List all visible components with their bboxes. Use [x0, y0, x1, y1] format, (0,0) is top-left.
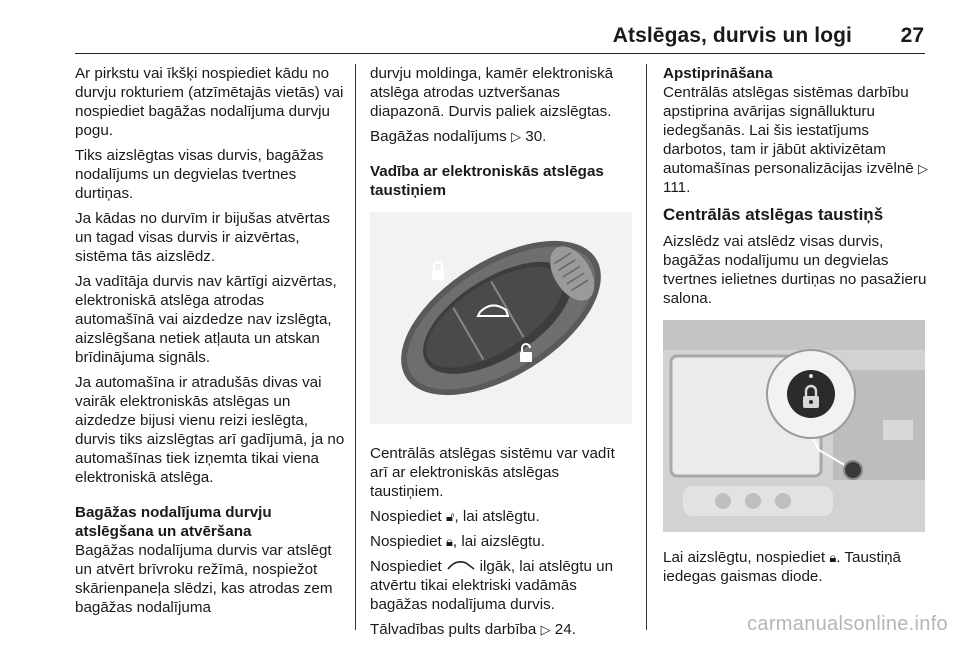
page-title: Atslēgas, durvis un logi — [612, 24, 852, 47]
ref-text: Bagāžas nodalījums — [370, 128, 507, 145]
paragraph: Ja vadītāja durvis nav kārtīgi aizvērtas, elektroniskā atslēga atrodas automašīnā vai aizdedze nav izslēgta, aizslēgšana netiek atļauta un atskan brīdinājuma signāls. — [75, 273, 337, 366]
paragraph — [663, 548, 933, 586]
column-divider — [355, 64, 356, 630]
page-number: 27 — [900, 24, 924, 47]
instruction-text: Nospiediet — [370, 558, 442, 575]
instruction-text: , lai atslēgtu. — [454, 508, 540, 525]
instruction-text: . Taustiņā iedegas gaismas diode. — [663, 549, 901, 585]
paragraph: Ar pirkstu vai īkšķi nospiediet kādu no durvju rokturiem (atzīmētajās vietās) vai nospiediet bagāžas nodalījuma durvju pogu. — [75, 65, 344, 139]
section-heading: Bagāžas nodalījuma durvju atslēgšana un atvēršana — [75, 504, 272, 540]
paragraph: Bagāžas nodalījuma durvis var atslēgt un atvērt brīvroku režīmā, nospiežot skārienpaneļa slēdzi, kas atrodas zem bagāžas nodalījuma — [75, 542, 333, 616]
paragraph — [663, 83, 933, 197]
instruction-text: Nospiediet — [370, 508, 442, 525]
section-heading: Centrālās atslēgas taustiņš — [663, 205, 884, 224]
paragraph: Aizslēdz vai atslēdz visas durvis, bagāžas nodalījumu un degvielas tvertnes ielietnes durtiņas no pasažieru salona. — [663, 233, 927, 307]
ref-arrow-icon: ▷ — [511, 129, 522, 144]
body-text: Centrālās atslēgas sistēmas darbību apstiprina avārijas signāllukturu iedegšanās. Lai šis iestatījums darbotos, tam ir jābūt aktivizētam automašīnas personalizācijas izvēlnē — [663, 84, 914, 177]
paragraph — [370, 620, 632, 639]
key-fob-svg — [370, 212, 632, 424]
instruction-text: Nospiediet — [370, 533, 442, 550]
paragraph: durvju moldinga, kamēr elektroniskā atslēga atrodas uztveršanas diapazonā. Durvis paliek aizslēgtas. — [370, 65, 614, 120]
ref-arrow-icon: ▷ — [540, 622, 551, 637]
paragraph — [370, 127, 632, 146]
lock-button-icon — [432, 262, 444, 280]
column-3 — [663, 64, 933, 592]
paragraph — [370, 532, 632, 551]
paragraph: Tiks aizslēgtas visas durvis, bagāžas nodalījums un degvielas tvertnes durtiņas. — [75, 147, 324, 202]
page-ref-link[interactable]: 24. — [554, 621, 576, 638]
header-rule — [75, 53, 925, 54]
electronic-key-illustration — [370, 212, 632, 424]
column-2 — [370, 64, 632, 645]
page-ref-link[interactable]: 30. — [525, 128, 547, 145]
section-heading: Vadība ar elektroniskās atslēgas taustiņiem — [370, 163, 604, 199]
column-divider — [646, 64, 647, 630]
paragraph — [370, 507, 632, 526]
page-ref-link[interactable]: 111. — [663, 179, 691, 196]
paragraph — [370, 557, 632, 614]
paragraph: Ja kādas no durvīm ir bijušas atvērtas un tagad visas durvis ir aizvērtas, sistēma tās aizslēdz. — [75, 210, 330, 265]
central-lock-button-illustration — [663, 320, 925, 532]
central-lock-car-icon: 🔒︎ — [829, 550, 837, 565]
watermark: carmanualsonline.info — [747, 613, 948, 635]
ref-arrow-icon: ▷ — [917, 161, 928, 176]
instruction-text: Lai aizslēgtu, nospiediet — [663, 549, 826, 566]
section-heading: Apstiprināšana — [663, 65, 773, 82]
open-padlock-icon: 🔓︎ — [446, 509, 455, 524]
closed-padlock-icon: 🔒︎ — [446, 534, 453, 549]
column-1 — [75, 64, 347, 623]
instruction-text: , lai aizslēgtu. — [452, 533, 545, 550]
paragraph: Centrālās atslēgas sistēmu var vadīt arī ar elektroniskās atslēgas taustiņiem. — [370, 445, 615, 500]
instruction-text: ilgāk, lai atslēgtu un atvērtu tikai elektriski vadāmās bagāžas nodalījuma durvis. — [370, 558, 614, 613]
dashboard-svg — [663, 320, 925, 532]
ref-text: Tālvadības pults darbība — [370, 621, 537, 638]
car-trunk-icon — [446, 559, 480, 574]
paragraph: Ja automašīna ir atradušās divas vai vairāk elektroniskās atslēgas un aizdedze bijusi vienu reizi ieslēgta, durvis tiks aizslēgtas arī gadījumā, ja no automašīnas tiek izņemta tikai viena elektroniskā atslēga. — [75, 374, 345, 486]
